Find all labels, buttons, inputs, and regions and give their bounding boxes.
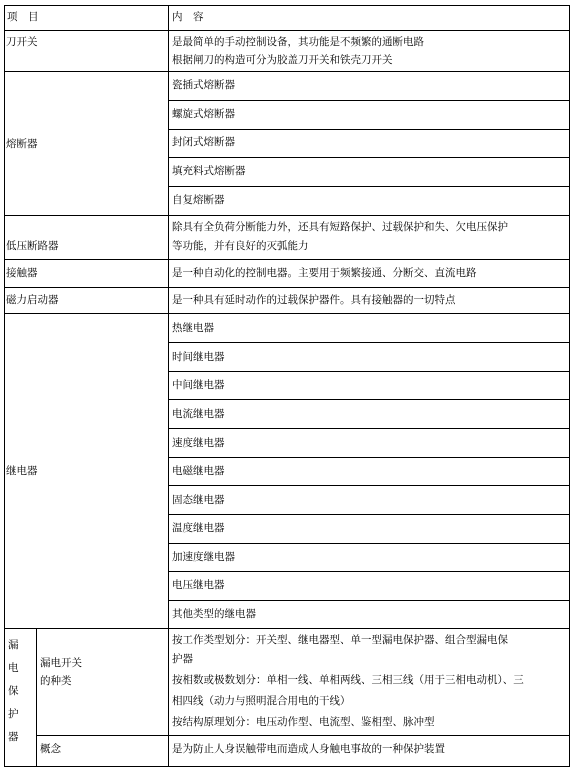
row-divider [4,259,570,260]
border-left [4,5,5,767]
row-divider [36,735,570,736]
row-divider [168,571,570,572]
row-name-magnetic-starter: 磁力启动器 [6,294,59,306]
relay-item: 电磁继电器 [172,465,225,477]
relay-item: 热继电器 [172,322,214,334]
row-divider [168,514,570,515]
leakage-types-line: 按结构原理划分：电压动作型、电流型、鉴相型、脉冲型 [172,716,435,728]
border-top [4,5,570,6]
row-divider [168,157,570,158]
row-divider [168,399,570,400]
header-content: 内 容 [172,11,204,23]
row-name-fuse: 熔断器 [6,138,38,150]
relay-item: 固态继电器 [172,494,225,506]
relay-item: 电流继电器 [172,408,225,420]
row-name-low-voltage-breaker: 低压断路器 [6,240,59,252]
leakage-types-line: 按工作类型划分：开关型、继电器型、单一型漏电保护器、组合型漏电保 [172,634,508,646]
components-table [4,5,570,767]
row-name-concept: 概念 [40,743,61,755]
row-divider [4,215,570,216]
relay-item: 加速度继电器 [172,551,235,563]
row-divider [168,428,570,429]
row-divider [168,186,570,187]
breaker-line: 等功能，并有良好的灭弧能力 [172,240,309,252]
border-bottom [4,766,570,767]
row-divider [4,287,570,288]
relay-item: 温度继电器 [172,522,225,534]
breaker-line: 除具有全负荷分断能力外，还具有短路保护、过载保护和失、欠电压保护 [172,221,508,233]
fuse-item: 填充料式熔断器 [172,165,246,177]
header-item: 项 目 [7,11,39,23]
row-divider [168,600,570,601]
border-right [569,5,570,767]
border-leakage-group [36,628,37,767]
row-divider [168,342,570,343]
row-divider [168,100,570,101]
row-name-leakage-types: 的种类 [40,675,72,687]
contactor-text: 是一种自动化的控制电器。主要用于频繁接通、分断交、直流电路 [172,267,477,279]
row-divider [168,371,570,372]
row-name-contactor: 接触器 [6,267,38,279]
row-name-leakage-types: 漏电开关 [40,657,82,669]
relay-item: 电压继电器 [172,579,225,591]
border-divider [168,5,169,767]
row-divider [168,543,570,544]
leakage-group-char: 器 [8,731,19,743]
fuse-item: 瓷插式熔断器 [172,79,235,91]
row-name-relay: 继电器 [6,465,38,477]
leakage-group-char: 保 [8,685,19,697]
relay-item: 时间继电器 [172,351,225,363]
leakage-group-char: 电 [8,662,19,674]
fuse-item: 封闭式熔断器 [172,136,235,148]
magnetic-starter-text: 是一种具有延时动作的过载保护器件。具有接触器的一切特点 [172,294,456,306]
relay-item: 其他类型的继电器 [172,608,256,620]
leakage-group-char: 漏 [8,639,19,651]
knife-switch-line: 是最简单的手动控制设备，其功能是不频繁的通断电路 [172,36,424,48]
fuse-item: 螺旋式熔断器 [172,108,235,120]
row-divider [4,71,570,72]
leakage-types-line: 相四线（动力与照明混合用电的干线） [172,695,351,707]
fuse-item: 自复熔断器 [172,194,225,206]
row-name-knife-switch: 刀开关 [6,36,38,48]
row-divider [168,457,570,458]
leakage-group-char: 护 [8,708,19,720]
row-divider [4,628,570,629]
row-divider [168,129,570,130]
relay-item: 速度继电器 [172,437,225,449]
relay-item: 中间继电器 [172,379,225,391]
row-divider [4,313,570,314]
leakage-types-line: 按相数或极数划分：单相一线、单相两线、三相三线（用于三相电动机）、三 [172,674,524,686]
leakage-types-line: 护器 [172,653,193,665]
concept-text: 是为防止人身误触带电而造成人身触电事故的一种保护装置 [172,743,445,755]
row-divider [4,30,570,31]
knife-switch-line: 根据闸刀的构造可分为胶盖刀开关和铁壳刀开关 [172,54,393,66]
row-divider [168,485,570,486]
